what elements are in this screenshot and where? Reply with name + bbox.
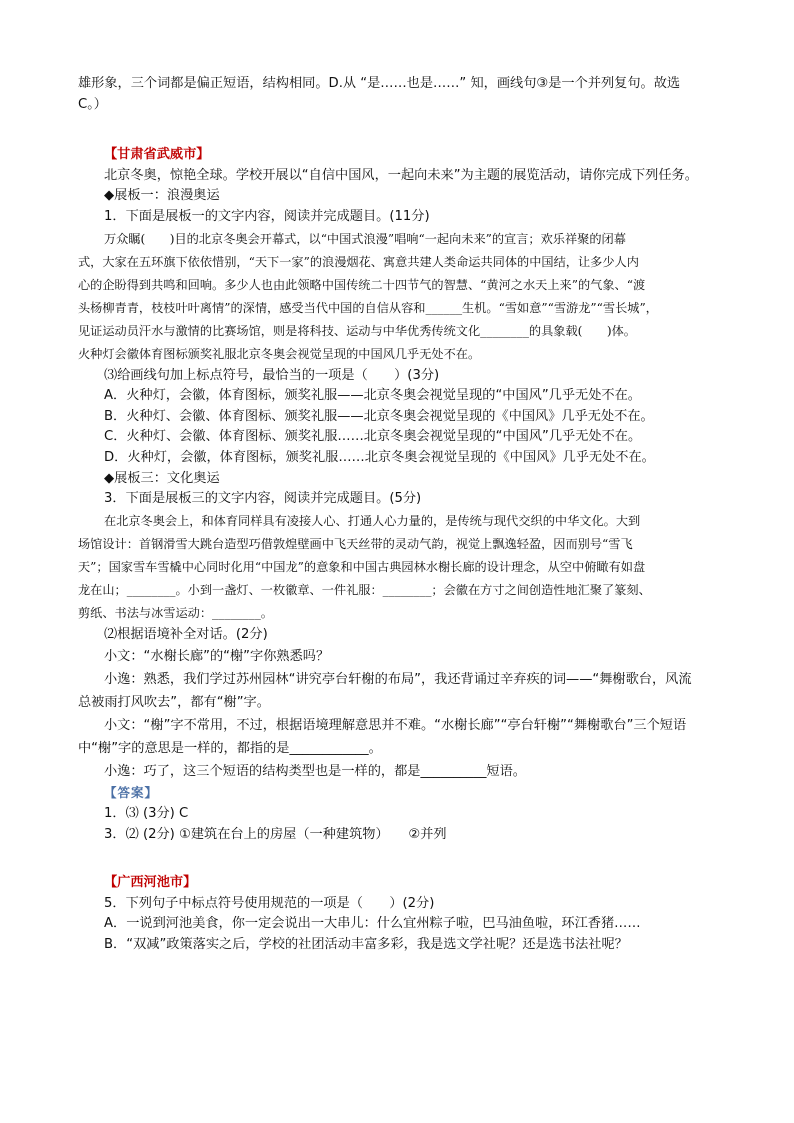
question-1-3-options	[78, 386, 718, 468]
option-b: B．“双减”政策落实之后，学校的社团活动丰富多彩，我是选文学社呢？还是选书法社呢？	[104, 936, 628, 952]
question-3-prompt: 3．下面是展板三的文字内容，阅读并完成题目。(5分)	[104, 491, 422, 507]
passage-line: 式，大家在五环旗下依依惜别，“天下一家”的浪漫烟花、寓意共建人类命运共同体的中国结，让多少人内	[78, 254, 639, 269]
dialogue-line: 小文：“榭”字不常用，不过，根据语境理解意思并不难。“水榭长廊”“亭台轩榭”“舞榭歌台”三个短语	[104, 718, 687, 734]
option-c: C．火种灯、会徽、体育图标、颁奖礼服……北京冬奥会视觉呈现的“中国风”几乎无处不在。	[104, 429, 642, 445]
option-b: B．火种灯、会徽、体育图标、颁奖礼服——北京冬奥会视觉呈现的《中国风》几乎无处不在。	[104, 408, 654, 424]
option-a: A．一说到河池美食，你一定会说出一大串儿：什么宜州粽子啦，巴马油鱼啦，环江香猪……	[104, 916, 641, 932]
source-heading-guangxi: 【广西河池市】	[104, 875, 197, 891]
passage-line: 龙在山；________。小到一盏灯、一枚徽章、一件礼服：________；会徽在方寸之间创造性地汇聚了篆刻、	[78, 582, 651, 597]
passage-1	[78, 228, 718, 366]
question-3-2-prompt: ⑵根据语境补全对话。(2分)	[104, 626, 268, 642]
question-1-prompt: 1．下面是展板一的文字内容，阅读并完成题目。(11分)	[104, 208, 430, 224]
passage-line: 剪纸、书法与冰雪运动：________。	[78, 605, 273, 620]
dialogue-line: 小逸：巧了，这三个短语的结构类型也是一样的，都是__________短语。	[104, 764, 526, 780]
dialogue-line: 中“榭”字的意思是一样的，都指的是____________。	[78, 741, 382, 757]
answer-line: 3．⑵ (2分) ①建筑在台上的房屋（一种建筑物） ②并列	[104, 826, 447, 842]
passage-line: 头杨柳青青，枝枝叶叶离情”的深情，感受当代中国的自信从容和______生机。“雪如意”“雪游龙”“雪长城”，	[78, 300, 658, 315]
dialogue-line: 小逸：熟悉，我们学过苏州园林“讲究亭台轩榭的布局”，我还背诵过辛弃疾的词——“舞榭歌台，风流	[104, 672, 692, 688]
answer-label: 【答案】	[104, 785, 159, 801]
passage-line: 火种灯会徽体育图标颁奖礼服北京冬奥会视觉呈现的中国风几乎无处不在。	[78, 346, 481, 361]
question-1-3-prompt: ⑶给画线句加上标点符号，最恰当的一项是（ ）(3分)	[104, 367, 440, 383]
passage-line: 天”；国家雪车雪橇中心同时化用“中国龙”的意象和中国古典园林水榭长廊的设计理念，从空中俯瞰有如盘	[78, 559, 646, 574]
intro-line: 雄形象，三个词都是偏正短语，结构相同。D.从 “是……也是……” 知，画线句③是一个并列复句。故选	[78, 76, 681, 91]
source-heading-gansu: 【甘肃省武威市】	[104, 147, 210, 163]
passage-line: 心的企盼得到共鸣和回响。多少人也由此领略中国传统二十四节气的智慧、“黄河之水天上来”的气象、“渡	[78, 277, 646, 292]
board1-title: ◆展板一：浪漫奥运	[104, 188, 220, 204]
intro-line: C。）	[78, 96, 107, 112]
passage-line: 在北京冬奥会上，和体育同样具有凌接人心、打通人心力量的，是传统与现代交织的中华文化。大到	[104, 513, 641, 528]
passage-3	[78, 510, 718, 625]
passage-line: 万众瞩( )目的北京冬奥会开幕式，以“中国式浪漫”唱响“一起向未来”的宣言；欢乐祥聚的闭幕	[104, 231, 626, 246]
document-page	[78, 74, 718, 955]
passage-line: 见证运动员汗水与激情的比赛场馆，则是将科技、运动与中华优秀传统文化________的具象载( )体。	[78, 323, 636, 338]
section-lead: 北京冬奥，惊艳全球。学校开展以“自信中国风，一起向未来”为主题的展览活动，请你完成下列任务。	[104, 167, 698, 183]
option-a: A．火种灯，会徽，体育图标，颁奖礼服——北京冬奥会视觉呈现的“中国风”几乎无处不在。	[104, 388, 641, 404]
passage-line: 场馆设计：首钢滑雪大跳台造型巧借敦煌壁画中飞天丝带的灵动气韵，视觉上飘逸轻盈，因而别号“雪飞	[78, 536, 633, 551]
dialogue	[78, 645, 718, 783]
option-d: D．火种灯，会徽，体育图标，颁奖礼服……北京冬奥会视觉呈现的《中国风》几乎无处不在。	[104, 449, 655, 465]
board3-title: ◆展板三：文化奥运	[104, 470, 220, 486]
question-5-prompt: 5．下列句子中标点符号使用规范的一项是（ ）(2分)	[104, 895, 435, 911]
dialogue-line: 总被雨打风吹去”，都有“榭”字。	[78, 695, 270, 711]
answer-line: 1．⑶ (3分) C	[104, 805, 189, 821]
dialogue-line: 小文：“水榭长廊”的“榭”字你熟悉吗？	[104, 649, 330, 665]
